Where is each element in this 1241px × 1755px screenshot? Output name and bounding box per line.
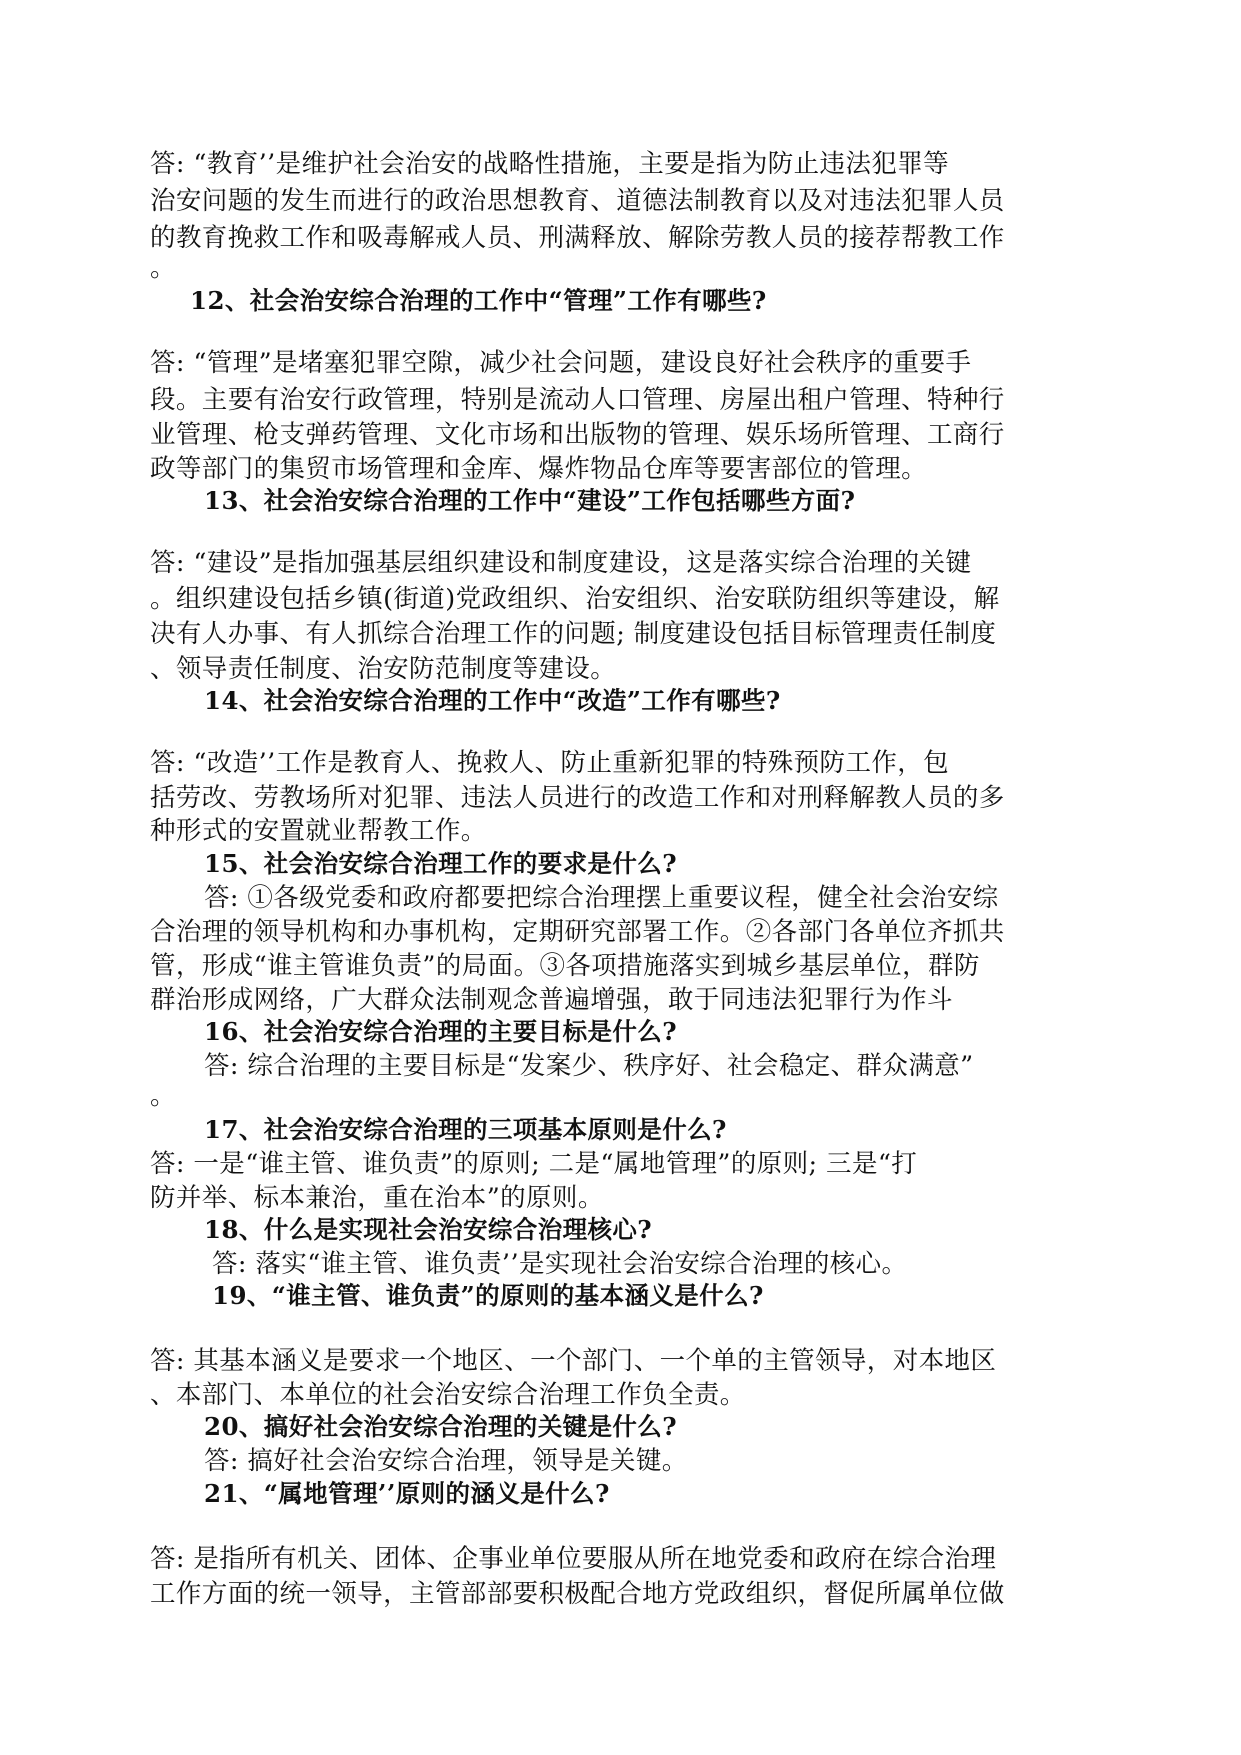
answer-17-line-1: 答: 一是“谁主管、谁负责”的原则; 二是“属地管理”的原则; 三是“打 xyxy=(150,1149,918,1179)
answer-11-line-4: 。 xyxy=(150,253,176,283)
answer-19-line-1: 答: 其基本涵义是要求一个地区、一个部门、一个单的主管领导，对本地区 xyxy=(150,1346,997,1376)
question-20: 20、搞好社会治安综合治理的关键是什么? xyxy=(204,1412,677,1441)
question-14: 14、社会治安综合治理的工作中“改造”工作有哪些? xyxy=(204,686,781,715)
answer-19-line-2: 、本部门、本单位的社会治安综合治理工作负全责。 xyxy=(150,1380,746,1410)
answer-13-line-1: 答: “建设”是指加强基层组织建设和制度建设，这是落实综合治理的关键 xyxy=(150,548,972,578)
answer-16-line-2: 。 xyxy=(150,1081,176,1111)
answer-12-line-2: 段。主要有治安行政管理，特别是流动人口管理、房屋出租户管理、特种行 xyxy=(150,385,1005,415)
answer-20-line-1: 答: 搞好社会治安综合治理，领导是关键。 xyxy=(204,1446,688,1476)
answer-13-line-4: 、领导责任制度、治安防范制度等建设。 xyxy=(150,654,617,684)
answer-15-line-1: 答: ①各级党委和政府都要把综合治理摆上重要议程，健全社会治安综 xyxy=(204,883,999,913)
answer-17-line-2: 防并举、标本兼治，重在治本”的原则。 xyxy=(150,1183,604,1213)
answer-11-line-1: 答: “教育’’是维护社会治安的战略性措施，主要是指为防止违法犯罪等 xyxy=(150,149,950,179)
answer-14-line-2: 括劳改、劳教场所对犯罪、违法人员进行的改造工作和对刑释解教人员的多 xyxy=(150,783,1005,813)
question-18: 18、什么是实现社会治安综合治理核心? xyxy=(204,1215,653,1244)
answer-18-line-1: 答: 落实“谁主管、谁负责’’是实现社会治安综合治理的核心。 xyxy=(212,1249,908,1279)
answer-21-line-1: 答: 是指所有机关、团体、企事业单位要服从所在地党委和政府在综合治理 xyxy=(150,1544,997,1574)
answer-12-line-3: 业管理、枪支弹药管理、文化市场和出版物的管理、娱乐场所管理、工商行 xyxy=(150,420,1005,450)
answer-14-line-1: 答: “改造’’工作是教育人、挽救人、防止重新犯罪的特殊预防工作，包 xyxy=(150,748,950,778)
answer-15-line-2: 合治理的领导机构和办事机构，定期研究部署工作。②各部门各单位齐抓共 xyxy=(150,917,1005,947)
answer-13-line-2: 。组织建设包括乡镇(街道)党政组织、治安组织、治安联防组织等建设，解 xyxy=(150,584,1000,614)
answer-11-line-3: 的教育挽救工作和吸毒解戒人员、刑满释放、解除劳教人员的接荐帮教工作 xyxy=(150,223,1005,253)
answer-13-line-3: 决有人办事、有人抓综合治理工作的问题; 制度建设包括目标管理责任制度 xyxy=(150,619,997,649)
answer-12-line-1: 答: “管理”是堵塞犯罪空隙，减少社会问题，建设良好社会秩序的重要手 xyxy=(150,348,972,378)
question-19: 19、“谁主管、谁负责”的原则的基本涵义是什么? xyxy=(212,1281,764,1310)
question-15: 15、社会治安综合治理工作的要求是什么? xyxy=(204,849,677,878)
answer-15-line-3: 管，形成“谁主管谁负责”的局面。③各项措施落实到城乡基层单位，群防 xyxy=(150,951,980,981)
question-16: 16、社会治安综合治理的主要目标是什么? xyxy=(204,1017,677,1046)
question-21: 21、“属地管理’’原则的涵义是什么? xyxy=(204,1479,610,1508)
answer-16-line-1: 答: 综合治理的主要目标是“发案少、秩序好、社会稳定、群众满意” xyxy=(204,1051,974,1081)
answer-14-line-3: 种形式的安置就业帮教工作。 xyxy=(150,816,487,846)
answer-15-line-4: 群治形成网络，广大群众法制观念普遍增强，敢于同违法犯罪行为作斗 xyxy=(150,985,953,1015)
answer-21-line-2: 工作方面的统一领导，主管部部要积极配合地方党政组织，督促所属单位做 xyxy=(150,1579,1005,1609)
answer-11-line-2: 治安问题的发生而进行的政治思想教育、道德法制教育以及对违法犯罪人员 xyxy=(150,186,1005,216)
question-13: 13、社会治安综合治理的工作中“建设”工作包括哪些方面? xyxy=(204,486,856,515)
answer-12-line-4: 政等部门的集贸市场管理和金库、爆炸物品仓库等要害部位的管理。 xyxy=(150,454,928,484)
question-17: 17、社会治安综合治理的三项基本原则是什么? xyxy=(204,1115,727,1144)
question-12: 12、社会治安综合治理的工作中“管理”工作有哪些? xyxy=(190,286,767,315)
